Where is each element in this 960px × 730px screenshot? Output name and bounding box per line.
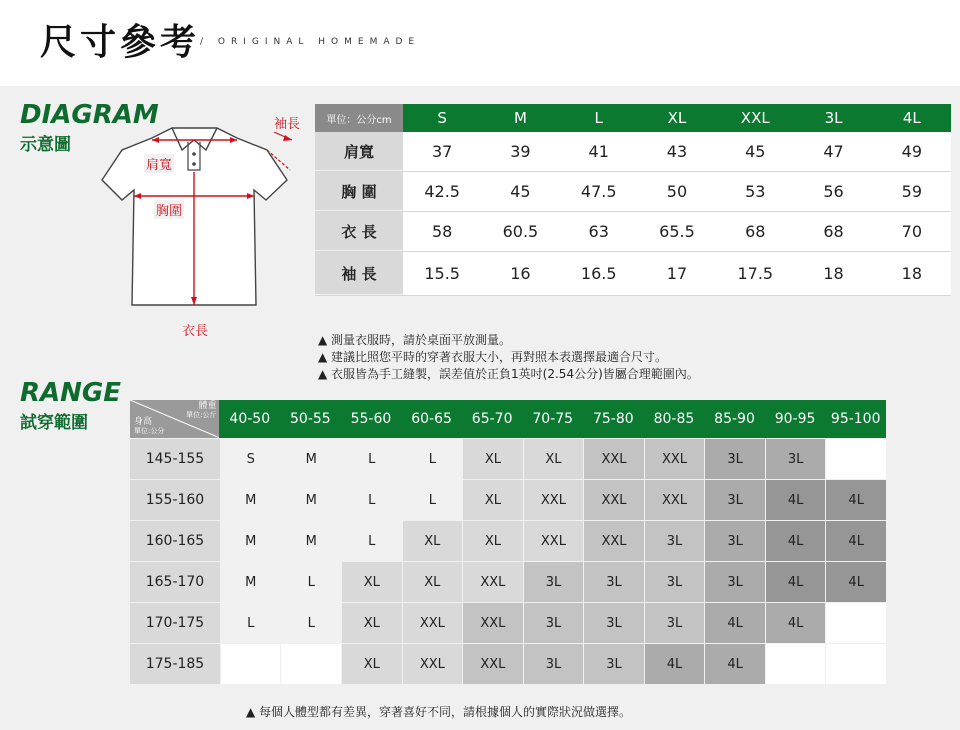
fit-range-row — [130, 438, 886, 479]
fit-size-cell: 3L — [704, 562, 765, 602]
fit-size-cell: L — [402, 480, 463, 520]
fit-size-cell: XXL — [462, 603, 523, 643]
height-label: 身高 — [134, 417, 153, 427]
size-value-cell: 53 — [745, 182, 766, 201]
weight-header-cell: 50-55 — [290, 411, 331, 427]
weight-header-cell: 70-75 — [532, 411, 574, 427]
height-range-label: 165-170 — [130, 562, 220, 602]
fit-size-cell: XXL — [523, 480, 584, 520]
fit-size-cell: L — [341, 439, 402, 479]
fit-size-cell: 4L — [825, 562, 886, 602]
fit-size-cell: XXL — [402, 644, 463, 684]
fit-size-cell: 4L — [765, 562, 826, 602]
size-value-cell: 41 — [588, 142, 609, 161]
weight-header-cell: 60-65 — [411, 411, 452, 427]
size-value-cell: 15.5 — [424, 264, 460, 283]
weight-axis-label — [186, 402, 216, 420]
size-header-cell: M — [513, 109, 527, 127]
fit-size-cell: 3L — [704, 521, 765, 561]
page-header — [0, 0, 960, 86]
fit-size-cell: XXL — [402, 603, 463, 643]
weight-unit: 單位:公斤 — [186, 411, 217, 419]
height-axis-label — [134, 418, 164, 436]
size-value-cell: 37 — [431, 142, 453, 161]
size-table-row — [315, 172, 951, 212]
fit-size-cell: 4L — [704, 603, 765, 643]
fit-size-cell: XXL — [644, 439, 705, 479]
fit-size-cell: L — [280, 562, 341, 602]
height-range-label: 145-155 — [130, 439, 220, 479]
measurement-label: 胸 圍 — [315, 172, 403, 211]
size-value-cell: 56 — [823, 182, 844, 201]
size-table — [315, 104, 951, 296]
fit-size-cell: 3L — [644, 562, 705, 602]
fit-size-cell: XXL — [523, 521, 584, 561]
fit-size-cell: XL — [341, 644, 402, 684]
fit-size-cell: XXL — [583, 480, 644, 520]
fit-size-cell: XXL — [462, 644, 523, 684]
fit-size-cell: 3L — [583, 644, 644, 684]
diagram-title-en: DIAGRAM — [20, 100, 159, 130]
size-value-cell: 18 — [823, 264, 844, 283]
fit-range-header — [130, 400, 886, 438]
size-header-cell: XL — [667, 109, 687, 127]
size-value-cell: 59 — [901, 182, 922, 201]
fit-size-cell — [825, 439, 886, 479]
height-range-label: 175-185 — [130, 644, 220, 684]
measurement-label: 肩寬 — [315, 132, 403, 171]
size-value-cell: 49 — [901, 142, 922, 161]
fit-size-cell: 4L — [644, 644, 705, 684]
fit-size-cell: M — [220, 521, 281, 561]
size-value-cell: 50 — [666, 182, 688, 201]
fit-range-row — [130, 561, 886, 602]
table-corner — [130, 400, 219, 438]
weight-header-cell: 90-95 — [774, 411, 816, 427]
size-value-cell: 47.5 — [580, 182, 617, 201]
length-label: 衣長 — [180, 320, 210, 339]
fit-size-cell: 3L — [583, 603, 644, 643]
fit-size-cell: XL — [402, 562, 463, 602]
fit-size-cell: XL — [462, 480, 523, 520]
weight-header-cell: 40-50 — [229, 411, 271, 427]
fit-size-cell: L — [341, 521, 402, 561]
size-value-cell: 17.5 — [737, 264, 774, 283]
fit-size-cell: M — [280, 439, 341, 479]
page-subtitle: / ORIGINAL HOMEMADE — [200, 37, 421, 47]
fit-size-cell: 3L — [523, 644, 584, 684]
size-value-cell: 16.5 — [580, 264, 617, 283]
fit-size-cell: XL — [523, 439, 584, 479]
note-item: ▲ 測量衣服時，請於桌面平放測量。 — [318, 333, 512, 347]
size-value-cell: 17 — [666, 264, 688, 283]
fit-size-cell: XXL — [583, 521, 644, 561]
weight-header-cell: 95-100 — [830, 411, 881, 427]
fit-size-cell: M — [280, 521, 341, 561]
fit-size-cell: 4L — [765, 603, 826, 643]
fit-size-cell: M — [220, 480, 281, 520]
fit-range-row — [130, 643, 886, 684]
measurement-notes — [318, 332, 699, 383]
size-value-cell: 60.5 — [502, 222, 539, 241]
polo-shirt-diagram — [92, 110, 312, 340]
range-title-en: RANGE — [20, 378, 122, 408]
weight-header-cell: 85-90 — [714, 411, 755, 427]
size-value-cell: 68 — [745, 222, 766, 241]
fit-size-cell: XL — [402, 521, 463, 561]
size-value-cell: 18 — [901, 264, 922, 283]
height-unit: 單位:公分 — [134, 427, 165, 435]
fit-size-cell: 3L — [765, 439, 826, 479]
size-header-cell: 3L — [824, 109, 843, 127]
fit-size-cell: 4L — [765, 521, 826, 561]
weight-header-cell: 55-60 — [350, 411, 392, 427]
fit-size-cell: 3L — [704, 439, 765, 479]
diagram-title-zh: 示意圖 — [20, 135, 71, 155]
height-range-label: 155-160 — [130, 480, 220, 520]
size-value-cell: 63 — [588, 222, 609, 241]
fit-size-cell: XL — [462, 439, 523, 479]
size-value-cell: 43 — [666, 142, 688, 161]
size-value-cell: 16 — [510, 264, 531, 283]
measurement-label: 衣 長 — [315, 212, 403, 251]
size-header-cell: S — [437, 109, 447, 127]
size-value-cell: 68 — [823, 222, 844, 241]
fit-size-cell: L — [280, 603, 341, 643]
size-table-row — [315, 212, 951, 252]
fit-size-cell: 4L — [765, 480, 826, 520]
fit-size-cell: 3L — [644, 521, 705, 561]
range-title-zh: 試穿範圍 — [20, 413, 88, 433]
note-item: ▲ 衣服皆為手工縫製，誤差值於正負1英吋(2.54公分)皆屬合理範圍內。 — [318, 367, 699, 381]
size-value-cell: 58 — [431, 222, 453, 241]
weight-label: 體重 — [198, 401, 217, 411]
fit-range-row — [130, 520, 886, 561]
fit-size-cell — [765, 644, 826, 684]
fit-size-cell: XXL — [644, 480, 705, 520]
fit-size-cell: XL — [341, 603, 402, 643]
fit-size-cell: XXL — [583, 439, 644, 479]
fit-size-cell — [280, 644, 341, 684]
fit-size-cell: 3L — [704, 480, 765, 520]
sleeve-length-label: 袖長 — [272, 113, 302, 132]
measurement-label: 袖 長 — [315, 252, 403, 295]
size-value-cell: 45 — [510, 182, 531, 201]
fit-size-cell — [825, 644, 886, 684]
fit-size-cell: M — [280, 480, 341, 520]
note-item: ▲ 建議比照您平時的穿著衣服大小，再對照本表選擇最適合尺寸。 — [318, 350, 668, 364]
fit-size-cell: XL — [341, 562, 402, 602]
weight-header-cell: 65-70 — [471, 411, 513, 427]
size-table-row — [315, 252, 951, 296]
fit-size-cell: 4L — [825, 521, 886, 561]
size-value-cell: 47 — [823, 142, 844, 161]
fit-size-cell: L — [341, 480, 402, 520]
fit-size-cell: XL — [462, 521, 523, 561]
size-header-cell: XXL — [740, 109, 770, 127]
fit-size-cell: 4L — [704, 644, 765, 684]
size-value-cell: 39 — [510, 142, 531, 161]
size-value-cell: 42.5 — [424, 182, 460, 201]
fit-range-table — [130, 400, 886, 684]
fit-size-cell: XXL — [462, 562, 523, 602]
fit-size-cell: 4L — [825, 480, 886, 520]
chest-label: 胸圍 — [154, 200, 184, 219]
fit-size-cell: 3L — [523, 562, 584, 602]
size-value-cell: 65.5 — [659, 222, 695, 241]
fit-size-cell: S — [220, 439, 281, 479]
size-value-cell: 45 — [745, 142, 766, 161]
fit-size-cell: 3L — [523, 603, 584, 643]
shoulder-width-label: 肩寬 — [144, 154, 174, 173]
size-table-unit: 單位：公分cm — [315, 104, 403, 132]
size-header-cell: L — [594, 109, 603, 127]
fit-size-cell: M — [220, 562, 281, 602]
size-table-row — [315, 132, 951, 172]
fit-size-cell: 3L — [583, 562, 644, 602]
size-header-cell: 4L — [902, 109, 921, 127]
fit-size-cell: L — [402, 439, 463, 479]
fit-size-cell — [220, 644, 281, 684]
size-value-cell: 70 — [901, 222, 922, 241]
size-table-header — [315, 104, 951, 132]
footnote: ▲ 每個人體型都有差異，穿著喜好不同，請根據個人的實際狀況做選擇。 — [246, 705, 632, 719]
weight-header-cell: 80-85 — [653, 411, 695, 427]
weight-header-cell: 75-80 — [592, 411, 634, 427]
fit-size-cell — [825, 603, 886, 643]
fit-size-cell: L — [220, 603, 281, 643]
range-heading — [20, 380, 121, 433]
fit-range-row — [130, 479, 886, 520]
height-range-label: 170-175 — [130, 603, 220, 643]
page-title: 尺寸參考 — [40, 22, 201, 63]
fit-size-cell: 3L — [644, 603, 705, 643]
height-range-label: 160-165 — [130, 521, 220, 561]
fit-range-row — [130, 602, 886, 643]
